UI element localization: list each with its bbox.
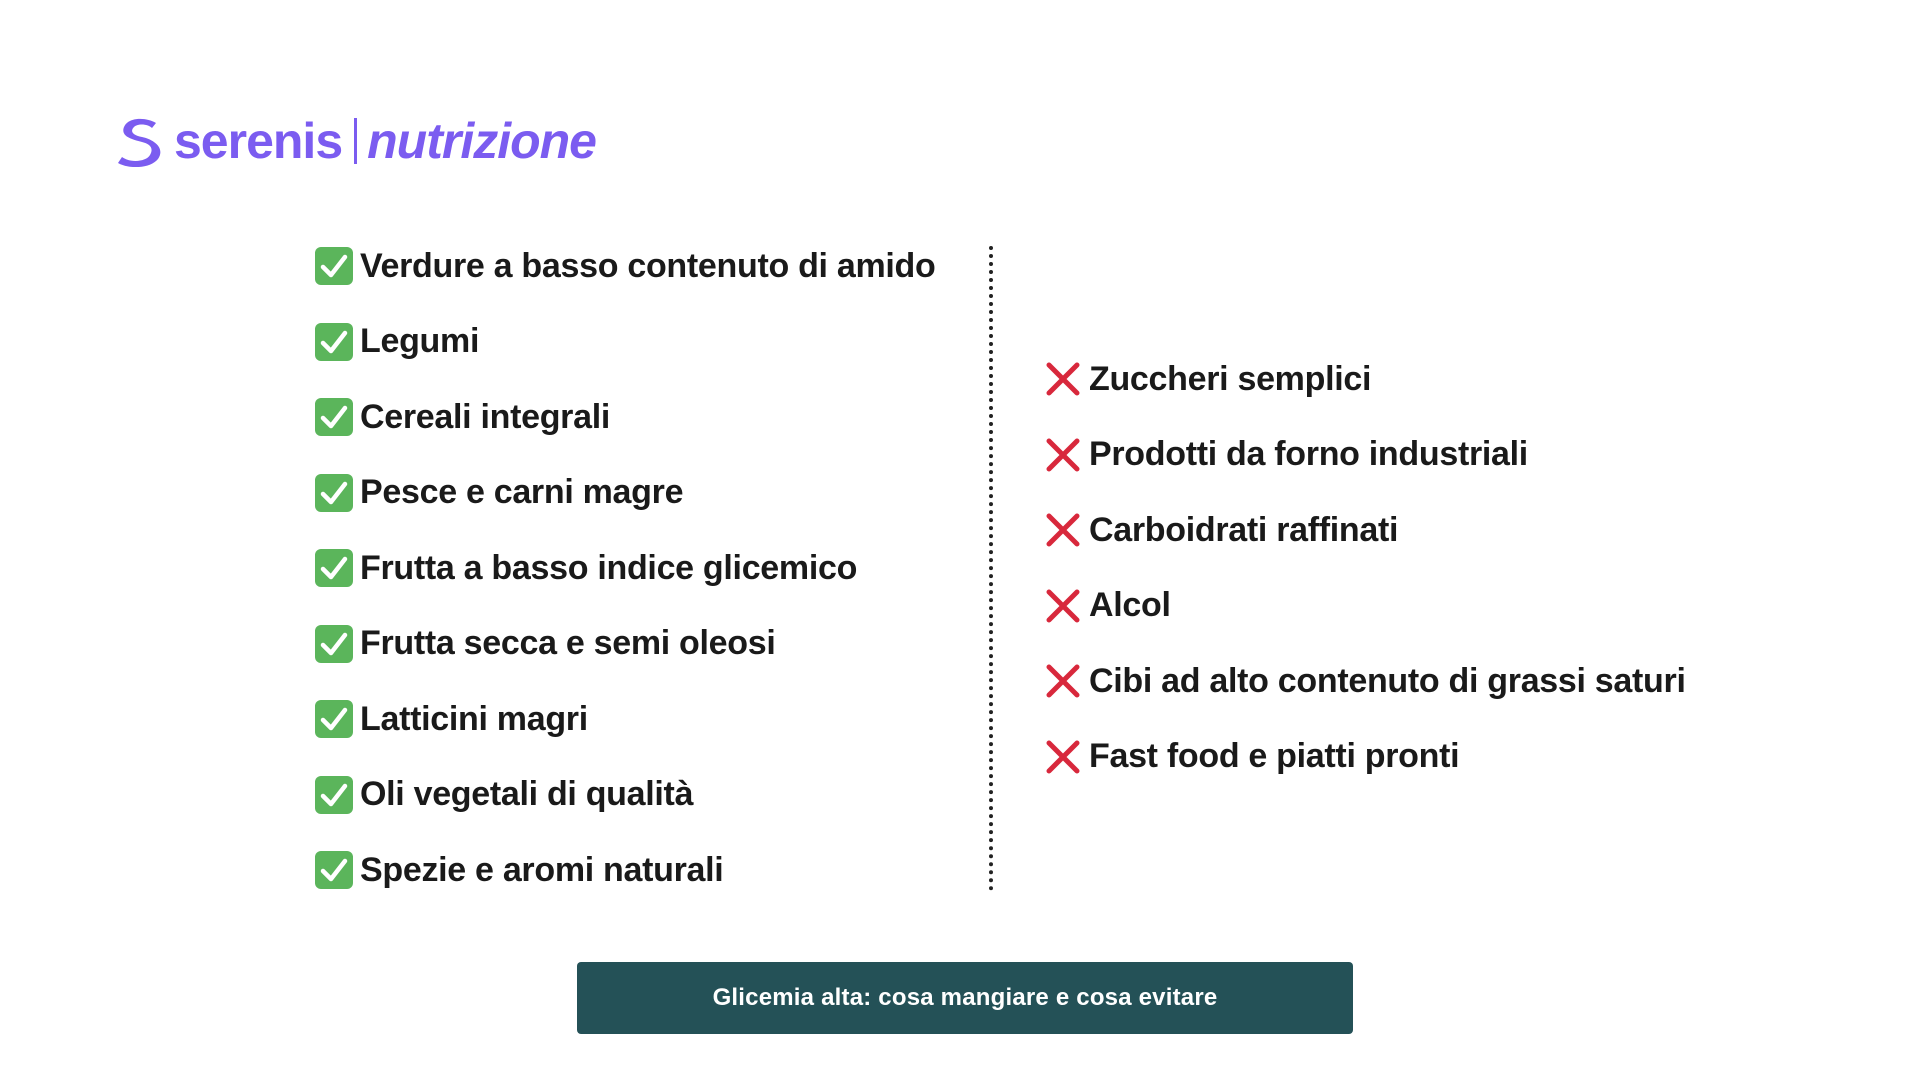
eat-item-label: Latticini magri <box>360 699 588 738</box>
list-item-avoid <box>1043 433 1686 477</box>
check-mark-icon <box>314 850 354 890</box>
serenis-s-logo-icon <box>116 115 164 167</box>
caption-text: Glicemia alta: cosa mangiare e cosa evitare <box>712 984 1218 1011</box>
list-item-eat <box>314 773 935 817</box>
list-item-eat <box>314 471 935 515</box>
cross-mark-icon <box>1043 359 1083 399</box>
list-item-eat <box>314 395 935 439</box>
list-item-avoid <box>1043 659 1686 703</box>
avoid-item-label: Fast food e piatti pronti <box>1089 737 1460 775</box>
caption-banner <box>577 962 1353 1034</box>
list-item-avoid <box>1043 584 1686 628</box>
cross-mark-icon <box>1043 435 1083 475</box>
list-item-eat <box>314 546 935 590</box>
check-mark-icon <box>314 322 354 362</box>
avoid-item-label: Zuccheri semplici <box>1089 359 1372 398</box>
logo-subbrand-text: nutrizione <box>367 113 596 169</box>
cross-mark-icon <box>1043 661 1083 701</box>
list-item-eat <box>314 697 935 741</box>
cross-mark-icon <box>1043 737 1083 777</box>
avoid-item-label: Carboidrati raffinati <box>1089 510 1399 549</box>
list-item-avoid <box>1043 735 1686 779</box>
check-mark-icon <box>314 473 354 513</box>
check-mark-icon <box>314 775 354 815</box>
check-mark-icon <box>314 397 354 437</box>
eat-item-label: Verdure a basso contenuto di amido <box>360 246 936 285</box>
eat-item-label: Cereali integrali <box>360 397 610 436</box>
logo-brand-text: serenis <box>174 113 343 169</box>
foods-to-eat-list <box>314 244 935 924</box>
eat-item-label: Spezie e aromi naturali <box>360 850 724 889</box>
logo-separator <box>354 118 357 164</box>
list-item-avoid <box>1043 357 1686 401</box>
eat-item-label: Oli vegetali di qualità <box>360 775 694 813</box>
cross-mark-icon <box>1043 586 1083 626</box>
eat-item-label: Legumi <box>360 322 480 360</box>
check-mark-icon <box>314 246 354 286</box>
avoid-item-label: Prodotti da forno industriali <box>1089 435 1528 473</box>
check-mark-icon <box>314 624 354 664</box>
list-item-eat <box>314 320 935 364</box>
cross-mark-icon <box>1043 510 1083 550</box>
eat-item-label: Frutta a basso indice glicemico <box>360 548 858 587</box>
avoid-item-label: Alcol <box>1089 586 1171 624</box>
dotted-divider <box>989 246 993 891</box>
eat-item-label: Frutta secca e semi oleosi <box>360 624 776 662</box>
avoid-item-label: Cibi ad alto contenuto di grassi saturi <box>1089 661 1686 700</box>
eat-item-label: Pesce e carni magre <box>360 473 684 511</box>
foods-to-avoid-list <box>1043 357 1686 810</box>
list-item-eat <box>314 848 935 892</box>
check-mark-icon <box>314 699 354 739</box>
list-item-eat <box>314 622 935 666</box>
list-item-avoid <box>1043 508 1686 552</box>
check-mark-icon <box>314 548 354 588</box>
list-item-eat <box>314 244 935 288</box>
serenis-nutrizione-logo <box>116 112 596 170</box>
